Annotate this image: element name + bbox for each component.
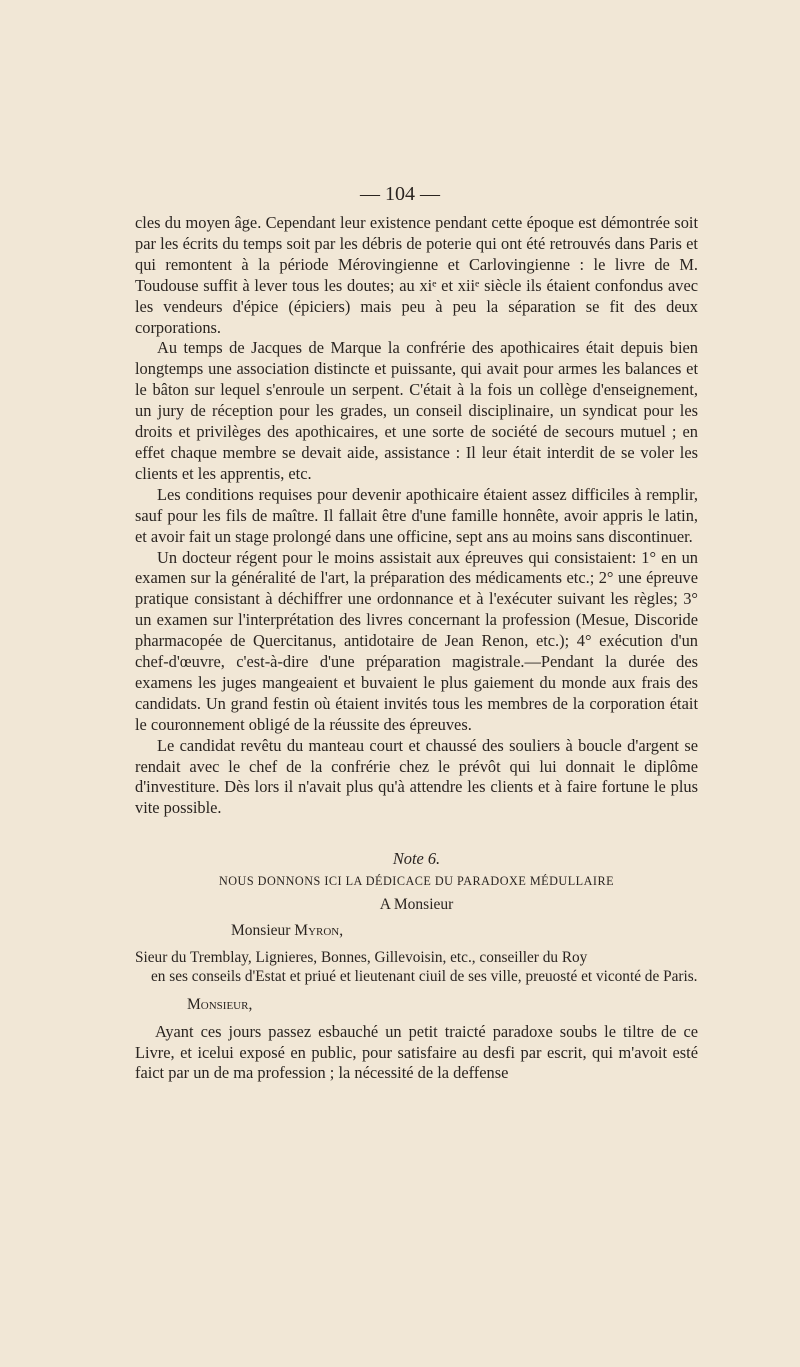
paragraph-3: Les conditions requises pour devenir apothicaire étaient assez difficiles à remplir, sauf pour les fils de maître. Il fallait être d'une famille honnête, avoir appris le latin, et avoir fait un stage prolongé dans une officine, sept ans au moins sans discontinuer. xyxy=(135,484,698,546)
paragraph-2: Au temps de Jacques de Marque la confrérie des apothicaires était depuis bien longtemps une association distincte et puissante, qui avait pour armes les balances et le bâton sur lequel s'enroule un serpent. C'était à la fois un collège d'enseignement, un jury de réception pour les grades, un conseil disciplinaire, un syndicat pour les droits et privilèges des apothicaires, et une sorte de société de secours mutuel ; en effet chaque membre se devait aide, assistance : Il leur était interdit de se voler les clients et les apprentis, etc. xyxy=(135,338,698,483)
titles-line-2: en ses conseils d'Estat et priué et lieutenant ciuil de ses ville, preuosté et viconté de Paris. xyxy=(151,968,698,986)
titles-line-1: Sieur du Tremblay, Lignieres, Bonnes, Gillevoisin, etc., conseiller du Roy xyxy=(135,949,588,966)
letter-text: Ayant ces jours passez esbauché un petit traicté paradoxe soubs le tiltre de ce Livre, et icelui exposé en public, pour satisfaire au desfi par escrit, qui m'avoit esté faict par un de ma profession ; la nécessité de la deffense xyxy=(135,1022,698,1083)
main-text xyxy=(135,213,698,819)
dedication-heading: NOUS DONNONS ICI LA DÉDICACE DU PARADOXE MÉDULLAIRE xyxy=(218,874,615,888)
paragraph-5: Le candidat revêtu du manteau court et chaussé des souliers à boucle d'argent se rendait avec le chef de la confrérie chez le prévôt qui lui donnait le diplôme d'investiture. Dès lors il n'avait plus qu'à attendre les clients et à faire fortune le plus vite possible. xyxy=(135,735,698,818)
paragraph-4: Un docteur régent pour le moins assistait aux épreuves qui consistaient: 1° en un examen sur la généralité de l'art, la préparation des médicaments etc.; 2° une épreuve pratique consistant à déchiffrer une ordonnance et à l'exécuter suivant les règles; 3° un examen sur l'interprétation des livres concernant la profession (Mesue, Discoride pharmacopée de Quercitanus, antidotaire de Jean Renon, etc.); 4° exécution d'un chef-d'œuvre, c'est-à-dire d'une préparation magistrale.—Pendant la durée des examens les juges mangeaient et buvaient le plus gaiement du monde aux frais des candidats. Un grand festin où étaient invités tous les membres de la corporation était le couronnement obligé de la réussite des épreuves. xyxy=(135,547,698,734)
note-section xyxy=(135,848,698,1084)
addressee-name: Myron, xyxy=(294,922,344,939)
note-title: Note 6. xyxy=(392,849,441,868)
salutation: Monsieur, xyxy=(187,996,253,1014)
addressee-titles xyxy=(135,948,698,986)
paragraph-1: cles du moyen âge. Cependant leur existence pendant cette époque est démontrée soit par les écrits du temps soit par les débris de poterie qui ont été retrouvés dans Paris et qui remontent à la période Mérovingienne et Carlovingienne : le livre de M. Toudouse suffit à lever tous les doutes; au xiᵉ et xiiᵉ siècle ils étaient confondus avec les vendeurs d'épice (épiciers) mais peu à peu la séparation se fit des deux corporations. xyxy=(135,213,698,337)
page-number: — 104 — xyxy=(360,183,440,205)
addressee-line-2 xyxy=(135,920,698,942)
addressee-line-1: A Monsieur xyxy=(379,896,454,913)
addressee-prefix: Monsieur xyxy=(231,922,295,939)
